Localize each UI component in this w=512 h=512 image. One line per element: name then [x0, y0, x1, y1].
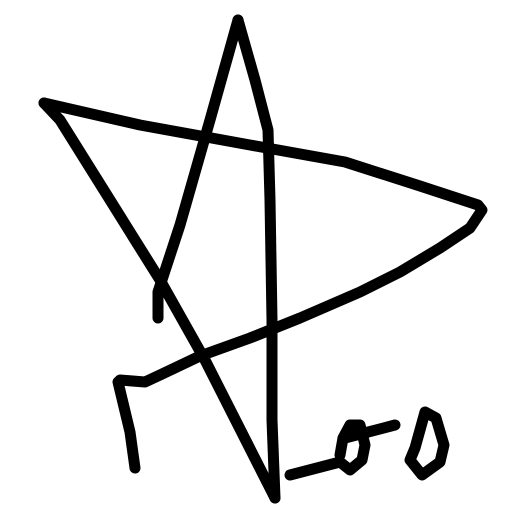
apex-left-leg-stroke: [158, 20, 238, 318]
lower-left-stub-stroke: [118, 382, 135, 468]
bottom-tail-stroke: [290, 462, 340, 475]
small-loop-right: [410, 412, 444, 475]
